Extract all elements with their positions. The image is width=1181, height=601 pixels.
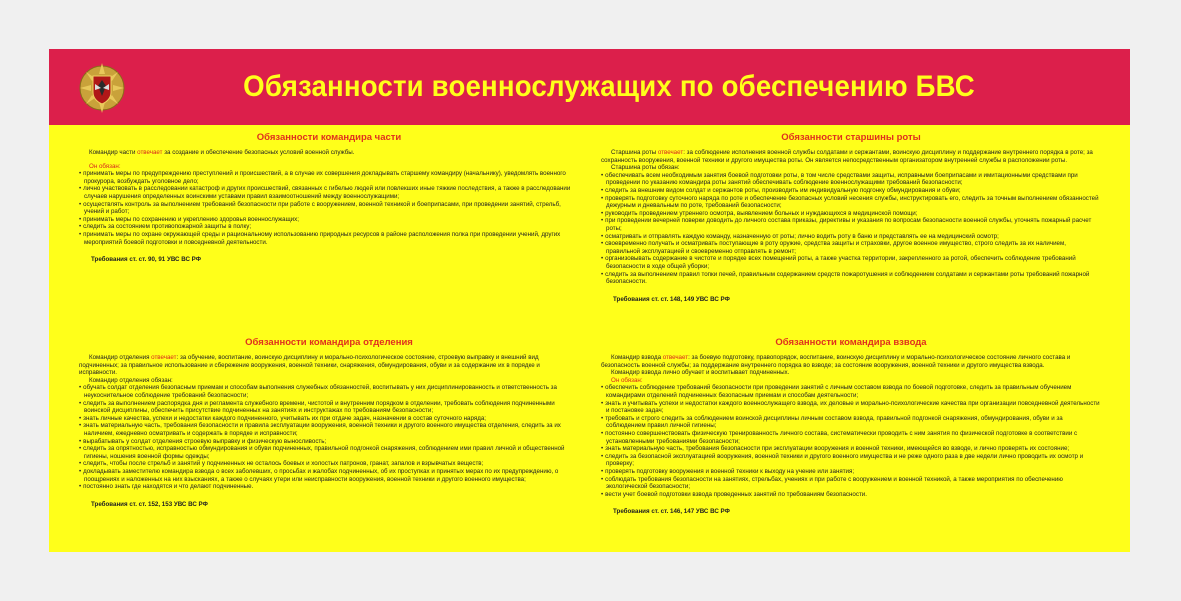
list-item: • обучать солдат отделения безопасным приемам и способам выполнения служебных обязанностей, воспитывать у них дисциплинированность и ответственность за неукоснительное соблюдение требований безопасности;: [79, 384, 579, 399]
obliged-label: Он обязан:: [611, 376, 643, 384]
list-item: • следить за выполнением правил топки печей, правильным содержанием средств пожаротушения и соблюдением солдатами и сержантами роты требований пожарной безопасности.: [601, 271, 1101, 286]
list-item: • руководить проведением утреннего осмотра, выявлением больных и нуждающихся в медицинской помощи;: [601, 210, 1101, 218]
list-item: • следить за опрятностью, исправностью обмундирования и обуви подчиненных, правильной подгонкой снаряжения, соблюдением ими правил личной и общественной гигиены, ношения военной формы одежды;: [79, 445, 579, 460]
list-item: • следить за выполнением распорядка дня и регламента служебного времени, чистотой и внутренним порядком в отделении, требовать соблюдения подчиненными воинской дисциплины, обеспечить присутствие подчиненных на занятиях и инструктажах по требованиям безопасности;: [79, 400, 579, 415]
list-item: • знать материальную часть, требования безопасности и правила эксплуатации вооружения, военной техники и другого военного имущества отделения, следить за их наличием, ежедневно осматривать и содержать в порядке и исправности;: [79, 422, 579, 437]
list-item: • знать материальную часть, требования безопасности при эксплуатации вооружения и военной техники, имеющейся во взводе, и лично проверять их состояние;: [601, 445, 1101, 453]
list-item: • следить за безопасной эксплуатацией вооружения, военной техники и другого военного имущества и не реже одного раза в две недели лично проводить их осмотр и проверку;: [601, 453, 1101, 468]
header-banner: [49, 49, 1130, 125]
list-item: • осуществлять контроль за выполнением требований безопасности при работе с вооружением, военной техникой и боеприпасами, при проведении занятий, стрельб, учений и работ;: [79, 201, 579, 216]
section-subtext: Командир взвода лично обучает и воспитывает подчиненных.: [611, 369, 790, 377]
duties-list: [79, 170, 579, 246]
list-item: • знать личные качества, успехи и недостатки каждого подчиненного, учитывать их при отдаче задач, назначении в состав суточного наряда;: [79, 415, 579, 423]
list-item: • вырабатывать у солдат отделения строевую выправку и физическую выносливость;: [79, 438, 579, 446]
section-title: Обязанности командира отделения: [245, 337, 413, 348]
duties-list: [601, 384, 1101, 498]
requirements-ref: Требования ст. ст. 146, 147 УВС ВС РФ: [613, 508, 730, 516]
list-item: • следить за состоянием противопожарной защиты в полку;: [79, 223, 579, 231]
list-item: • следить за внешним видом солдат и сержантов роты, производить им индивидуальную подгонку обмундирования и обуви;: [601, 187, 1101, 195]
section-squad-leader: [79, 337, 579, 508]
duties-list: [79, 384, 579, 490]
section-intro: Старшина роты отвечает: за соблюдение исполнения военной службы солдатами и сержантами, воинскую дисциплину и поддержание внутреннего порядка в роте; за сохранность вооружения, военной техники и другого имущества роты. Он является непосредственным организатором внутренней службы в расположении роты.: [601, 149, 1093, 164]
duties-list: [601, 172, 1101, 286]
list-item: • требовать и строго следить за соблюдением воинской дисциплины личным составом взвода, правильной подгонкой снаряжения, обмундирования, обуви и за соблюдением правил личной гигиены;: [601, 415, 1101, 430]
list-item: • следить, чтобы после стрельб и занятий у подчиненных не осталось боевых и холостых патронов, гранат, запалов и взрывчатых веществ;: [79, 460, 579, 468]
list-item: • знать и учитывать успехи и недостатки каждого военнослужащего взвода, их деловые и морально-психологические качества при организации повседневной деятельности и постановке задач;: [601, 400, 1101, 415]
section-unit-commander: [79, 132, 579, 264]
section-title: Обязанности командира части: [256, 132, 402, 143]
list-item: • принимать меры по охране окружающей среды и рациональному использованию природных ресурсов в районе расположения полка при проведении учений, других мероприятий боевой подготовки и повседневной деятельности.: [79, 231, 579, 246]
list-item: • лично участвовать в расследовании катастроф и других происшествий, связанных с гибелью людей или повлекших иные тяжкие последствия, а также в расследовании случаев нарушения определенных воинскими уставами правил взаимоотношений между военнослужащими;: [79, 185, 579, 200]
section-intro: Командир взвода отвечает: за боевую подготовку, правопорядок, воспитание, воинскую дисциплину и морально-психологическое состояние личного состава и безопасность военной службы; за поддержание внутреннего порядка во взводе; за состояние вооружения, военной техники и другого имущества взвода.: [601, 354, 1071, 369]
obliged-label: Старшина роты обязан:: [611, 164, 680, 172]
section-platoon-commander: [601, 337, 1101, 516]
info-board: [49, 49, 1130, 552]
list-item: • проверять подготовку вооружения и военной техники к выходу на учение или занятия;: [601, 468, 1101, 476]
list-item: • при проведении вечерней поверки доводить до личного состава приказы, директивы и указания по вопросам безопасности военной службы, уточнять пожарный расчет роты;: [601, 217, 1101, 232]
list-item: • проверять подготовку суточного наряда по роте и обеспечение безопасных условий несения службы, инструктировать его, следить за точным выполнением обязанностей дежурным и дневальным по роте, требований безопасности;: [601, 195, 1101, 210]
list-item: • докладывать заместителю командира взвода о всех заболевших, о просьбах и жалобах подчиненных, об их проступках и принятых мерах по их предупреждению, о поощрениях и наложенных на них взысканиях, а также о случаях утери или неисправности вооружения, военной техники и другого военного имущества;: [79, 468, 579, 483]
list-item: • соблюдать требования безопасности на занятиях, стрельбах, учениях и при работе с вооружением и военной техникой, а также мероприятия по обеспечению экологической безопасности;: [601, 476, 1101, 491]
page-title: Обязанности военнослужащих по обеспечению БВС: [243, 70, 975, 103]
section-title: Обязанности старшины роты: [781, 132, 921, 143]
list-item: • своевременно получать и осматривать поступающие в роту оружие, средства защиты и страховки, другое военное имущество, строго следить за их наличием, правильной эксплуатацией и своевременно отправлять в ремонт;: [601, 240, 1101, 255]
requirements-ref: Требования ст. ст. 152, 153 УВС ВС РФ: [91, 500, 208, 508]
requirements-ref: Требования ст. ст. 90, 91 УВС ВС РФ: [91, 256, 201, 264]
requirements-ref: Требования ст. ст. 148, 149 УВС ВС РФ: [613, 295, 730, 303]
list-item: • обеспечить соблюдение требований безопасности при проведении занятий с личным составом взвода по боевой подготовке, следить за правильным обучением командирами отделений подчиненных безопасным приемам и способам деятельности;: [601, 384, 1101, 399]
section-intro: Командир отделения отвечает: за обучение, воспитание, воинскую дисциплину и морально-психологическое состояние, строевую выправку и внешний вид подчиненных; за правильное использование и сбережение вооружения, военной техники, снаряжения, обмундирования, обуви и за содержание их в порядке и исправности.: [79, 354, 540, 377]
section-title: Обязанности командира взвода: [775, 337, 927, 348]
list-item: • принимать меры по предупреждению преступлений и происшествий, а в случае их совершения докладывать старшему командиру (начальнику), уведомлять военного прокурора, возбуждать уголовное дело;: [79, 170, 579, 185]
list-item: • постоянно знать где находятся и что делают подчиненные.: [79, 483, 579, 491]
army-emblem-icon: [79, 62, 125, 114]
list-item: • организовывать содержание в чистоте и порядке всех помещений роты, а также участка территории, закрепленного за ротой, обеспечить соблюдение требований безопасности в ходе общей уборки;: [601, 255, 1101, 270]
obliged-label: Он обязан:: [89, 162, 121, 170]
section-company-sergeant: [601, 132, 1101, 303]
list-item: • принимать меры по сохранению и укреплению здоровья военнослужащих;: [79, 216, 579, 224]
obliged-label: Командир отделения обязан:: [89, 376, 173, 384]
section-intro: Командир части отвечает за создание и обеспечение безопасных условий военной службы.: [89, 149, 355, 156]
list-item: • осматривать и отправлять каждую команду, назначенную от роты; лично водить роту в баню и представлять ее на медицинский осмотр;: [601, 233, 1101, 241]
list-item: • вести учет боевой подготовки взвода проведенных занятий по требованиям безопасности.: [601, 491, 1101, 499]
list-item: • обеспечивать всем необходимым занятия боевой подготовки роты, в том числе средствами защиты, исправными боеприпасами и имитационными средствами при проведении по указанию командира роты занятий обеспечивать соблюдение военнослужащими требований безопасности;: [601, 172, 1101, 187]
list-item: • постоянно совершенствовать физическую тренированность личного состава, систематически проводить с ним занятия по физической подготовке в соответствии с установленными требованиями безопасности;: [601, 430, 1101, 445]
